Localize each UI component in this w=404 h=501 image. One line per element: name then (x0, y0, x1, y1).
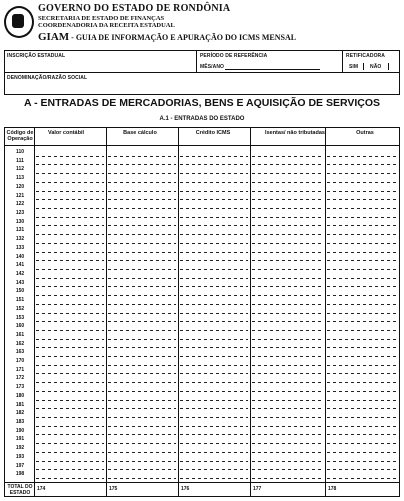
row-input-line[interactable] (252, 156, 323, 157)
row-input-line[interactable] (36, 225, 104, 226)
col-divider (106, 127, 107, 497)
row-code-label: 153 (15, 314, 25, 321)
row-input-line[interactable] (180, 417, 248, 418)
row-input-line[interactable] (108, 182, 176, 183)
state-name: GOVERNO DO ESTADO DE RONDÔNIA (38, 3, 231, 14)
section-subtitle: A.1 - ENTRADAS DO ESTADO (159, 116, 245, 122)
row-input-line[interactable] (252, 295, 323, 296)
row-input-line[interactable] (36, 199, 104, 200)
row-input-line[interactable] (108, 278, 176, 279)
row-input-line[interactable] (180, 321, 248, 322)
row-input-line[interactable] (252, 408, 323, 409)
row-code-label: 113 (15, 175, 25, 182)
row-input-line[interactable] (36, 191, 104, 192)
row-input-line[interactable] (36, 173, 104, 174)
row-code-label: 198 (15, 471, 25, 478)
row-input-line[interactable] (252, 199, 323, 200)
row-input-line[interactable] (108, 225, 176, 226)
row-input-line[interactable] (327, 339, 398, 340)
row-input-line[interactable] (180, 313, 248, 314)
row-input-line[interactable] (327, 313, 398, 314)
row-input-line[interactable] (327, 278, 398, 279)
row-input-line[interactable] (252, 225, 323, 226)
row-code-label: 181 (15, 401, 25, 408)
secretaria-name: SECRETARIA DE ESTADO DE FINANÇAS (38, 15, 165, 22)
row-input-line[interactable] (108, 373, 176, 374)
row-input-line[interactable] (180, 225, 248, 226)
row-input-line[interactable] (36, 243, 104, 244)
row-code-label: 110 (15, 149, 25, 155)
row-input-line[interactable] (327, 304, 398, 305)
row-input-line[interactable] (180, 164, 248, 165)
row-input-line[interactable] (327, 243, 398, 244)
row-input-line[interactable] (180, 443, 248, 444)
row-input-line[interactable] (327, 182, 398, 183)
row-input-line[interactable] (252, 443, 323, 444)
nao-box (388, 63, 389, 70)
row-input-line[interactable] (180, 208, 248, 209)
periodo-field[interactable] (197, 51, 343, 72)
row-input-line[interactable] (108, 164, 176, 165)
row-input-line[interactable] (36, 208, 104, 209)
row-input-line[interactable] (108, 408, 176, 409)
row-input-line[interactable] (180, 461, 248, 462)
row-input-line[interactable] (108, 269, 176, 270)
row-input-line[interactable] (36, 443, 104, 444)
row-input-line[interactable] (36, 356, 104, 357)
row-input-line[interactable] (36, 278, 104, 279)
row-input-line[interactable] (108, 217, 176, 218)
total-label-line1: TOTAL DO (7, 484, 33, 490)
row-input-line[interactable] (36, 260, 104, 261)
row-input-line[interactable] (36, 330, 104, 331)
row-input-line[interactable] (252, 260, 323, 261)
row-input-line[interactable] (36, 286, 104, 287)
row-input-line[interactable] (36, 426, 104, 427)
row-input-line[interactable] (180, 199, 248, 200)
row-input-line[interactable] (36, 217, 104, 218)
row-input-line[interactable] (108, 469, 176, 470)
row-input-line[interactable] (108, 478, 176, 479)
row-code-label: 151 (15, 297, 25, 304)
row-input-line[interactable] (252, 347, 323, 348)
row-input-line[interactable] (327, 191, 398, 192)
row-code-label: 130 (15, 218, 25, 225)
row-input-line[interactable] (108, 356, 176, 357)
row-input-line[interactable] (108, 313, 176, 314)
nao-option[interactable]: NÃO (370, 64, 382, 70)
row-input-line[interactable] (252, 313, 323, 314)
row-input-line[interactable] (36, 373, 104, 374)
row-input-line[interactable] (36, 391, 104, 392)
row-input-line[interactable] (36, 400, 104, 401)
row-input-line[interactable] (36, 434, 104, 435)
row-input-line[interactable] (180, 191, 248, 192)
row-input-line[interactable] (108, 304, 176, 305)
row-input-line[interactable] (252, 252, 323, 253)
coordenadoria-name: COORDENADORIA DA RECEITA ESTADUAL (38, 22, 175, 29)
row-code-label: 161 (15, 331, 25, 338)
row-code-label: 152 (15, 305, 25, 312)
row-input-line[interactable] (180, 408, 248, 409)
row-input-line[interactable] (252, 321, 323, 322)
row-code-label: 122 (15, 201, 25, 208)
row-input-line[interactable] (327, 461, 398, 462)
row-input-line[interactable] (180, 269, 248, 270)
form-code: GIAM (38, 31, 70, 43)
row-input-line[interactable] (327, 373, 398, 374)
row-code-label: 131 (15, 227, 25, 234)
row-code-label: 112 (15, 166, 25, 173)
row-input-line[interactable] (252, 452, 323, 453)
row-input-line[interactable] (108, 199, 176, 200)
row-input-line[interactable] (327, 199, 398, 200)
row-input-line[interactable] (180, 173, 248, 174)
row-input-line[interactable] (36, 252, 104, 253)
row-input-line[interactable] (327, 382, 398, 383)
row-input-line[interactable] (252, 356, 323, 357)
row-input-line[interactable] (36, 182, 104, 183)
total-label-line2: ESTADO (9, 490, 31, 496)
row-input-line[interactable] (327, 164, 398, 165)
row-input-line[interactable] (252, 382, 323, 383)
row-input-line[interactable] (252, 164, 323, 165)
row-input-line[interactable] (180, 426, 248, 427)
row-input-line[interactable] (327, 208, 398, 209)
row-input-line[interactable] (108, 208, 176, 209)
row-input-line[interactable] (108, 295, 176, 296)
total-isentas[interactable]: 177 (253, 486, 262, 492)
row-input-line[interactable] (36, 164, 104, 165)
row-input-line[interactable] (180, 365, 248, 366)
row-input-line[interactable] (108, 243, 176, 244)
row-input-line[interactable] (36, 452, 104, 453)
col-divider (34, 127, 35, 497)
row-input-line[interactable] (180, 243, 248, 244)
row-input-line[interactable] (108, 330, 176, 331)
row-input-line[interactable] (252, 426, 323, 427)
section-title: A - ENTRADAS DE MERCADORIAS, BENS E AQUISIÇÃO DE SERVIÇOS (23, 97, 381, 109)
row-input-line[interactable] (252, 330, 323, 331)
row-input-line[interactable] (108, 173, 176, 174)
row-code-label: 111 (16, 157, 24, 164)
row-input-line[interactable] (36, 469, 104, 470)
row-input-line[interactable] (252, 217, 323, 218)
row-input-line[interactable] (252, 478, 323, 479)
row-input-line[interactable] (180, 356, 248, 357)
row-input-line[interactable] (252, 243, 323, 244)
row-input-line[interactable] (252, 182, 323, 183)
row-input-line[interactable] (108, 443, 176, 444)
row-input-line[interactable] (36, 347, 104, 348)
row-input-line[interactable] (327, 173, 398, 174)
row-input-line[interactable] (108, 286, 176, 287)
row-code-label: 190 (15, 427, 25, 434)
form-title (38, 31, 296, 43)
row-input-line[interactable] (36, 408, 104, 409)
mes-ano-label: MÊS/ANO (200, 64, 225, 70)
row-input-line[interactable] (180, 434, 248, 435)
row-input-line[interactable] (327, 295, 398, 296)
row-input-line[interactable] (108, 400, 176, 401)
row-input-line[interactable] (180, 278, 248, 279)
row-input-line[interactable] (36, 382, 104, 383)
row-input-line[interactable] (327, 347, 398, 348)
total-base-calculo[interactable]: 175 (109, 486, 118, 492)
col-divider (178, 127, 179, 497)
row-code-label: 132 (15, 236, 25, 243)
row-input-line[interactable] (252, 434, 323, 435)
row-input-line[interactable] (252, 365, 323, 366)
row-input-line[interactable] (327, 365, 398, 366)
row-input-line[interactable] (180, 478, 248, 479)
row-input-line[interactable] (180, 286, 248, 287)
row-code-label: 163 (15, 349, 25, 356)
denominacao-row[interactable] (4, 73, 400, 95)
col-header-credito-icms: Crédito ICMS (195, 130, 231, 136)
row-code-label: 197 (15, 462, 25, 469)
row-input-line[interactable] (327, 452, 398, 453)
row-input-line[interactable] (327, 252, 398, 253)
row-input-line[interactable] (180, 347, 248, 348)
row-input-line[interactable] (252, 278, 323, 279)
row-input-line[interactable] (180, 339, 248, 340)
col-header-base-calculo: Base cálculo (123, 130, 157, 136)
row-code-label: 133 (15, 244, 25, 251)
row-input-line[interactable] (108, 417, 176, 418)
row-input-line[interactable] (36, 339, 104, 340)
row-input-line[interactable] (180, 217, 248, 218)
row-input-line[interactable] (327, 234, 398, 235)
row-input-line[interactable] (252, 373, 323, 374)
denominacao-label: DENOMINAÇÃO/RAZÃO SOCIAL (7, 75, 88, 81)
row-input-line[interactable] (252, 391, 323, 392)
row-code-label: 121 (15, 192, 25, 199)
row-code-label: 180 (15, 392, 25, 399)
row-input-line[interactable] (180, 469, 248, 470)
retificadora-field (343, 51, 399, 72)
row-code-label: 143 (15, 279, 25, 286)
row-input-line[interactable] (180, 452, 248, 453)
sim-box (363, 63, 364, 70)
row-input-line[interactable] (327, 478, 398, 479)
row-input-line[interactable] (252, 269, 323, 270)
row-input-line[interactable] (108, 426, 176, 427)
row-input-line[interactable] (36, 478, 104, 479)
row-input-line[interactable] (36, 304, 104, 305)
row-input-line[interactable] (252, 286, 323, 287)
row-input-line[interactable] (180, 373, 248, 374)
retificadora-label: RETIFICADORA (346, 53, 385, 59)
row-input-line[interactable] (252, 469, 323, 470)
row-input-line[interactable] (327, 426, 398, 427)
row-input-line[interactable] (36, 365, 104, 366)
row-input-line[interactable] (108, 391, 176, 392)
col-header-outras: Outras (356, 130, 374, 136)
row-input-line[interactable] (327, 260, 398, 261)
row-code-label: 172 (15, 375, 25, 382)
row-input-line[interactable] (327, 391, 398, 392)
row-input-line[interactable] (180, 182, 248, 183)
row-input-line[interactable] (108, 365, 176, 366)
row-code-label: 183 (15, 419, 25, 426)
row-code-label: 182 (15, 410, 25, 417)
row-code-label: 192 (15, 445, 25, 452)
row-input-line[interactable] (327, 417, 398, 418)
row-input-line[interactable] (36, 234, 104, 235)
header-text (38, 3, 296, 43)
row-input-line[interactable] (252, 208, 323, 209)
row-input-line[interactable] (252, 339, 323, 340)
col-divider (325, 127, 326, 497)
row-input-line[interactable] (36, 461, 104, 462)
row-input-line[interactable] (108, 321, 176, 322)
row-input-line[interactable] (327, 356, 398, 357)
row-input-line[interactable] (180, 252, 248, 253)
row-input-line[interactable] (36, 313, 104, 314)
col-header-codigo: Código de Operação (6, 130, 34, 142)
row-code-label: 171 (15, 366, 25, 373)
row-input-line[interactable] (252, 304, 323, 305)
row-input-line[interactable] (108, 434, 176, 435)
row-input-line[interactable] (108, 347, 176, 348)
identification-row (4, 50, 400, 73)
row-input-line[interactable] (327, 434, 398, 435)
row-input-line[interactable] (108, 191, 176, 192)
row-code-label: 140 (15, 253, 25, 260)
row-input-line[interactable] (108, 234, 176, 235)
row-code-label: 193 (15, 453, 25, 460)
header-divider (4, 145, 400, 146)
total-credito-icms[interactable]: 176 (181, 486, 190, 492)
row-input-line[interactable] (180, 260, 248, 261)
row-code-label: 141 (15, 262, 25, 269)
row-input-line[interactable] (36, 295, 104, 296)
row-input-line[interactable] (180, 304, 248, 305)
row-input-line[interactable] (36, 156, 104, 157)
row-input-line[interactable] (108, 156, 176, 157)
row-input-line[interactable] (108, 452, 176, 453)
row-input-line[interactable] (252, 417, 323, 418)
row-input-line[interactable] (327, 443, 398, 444)
row-input-line[interactable] (327, 286, 398, 287)
row-code-label: 123 (15, 209, 25, 216)
total-divider (4, 482, 400, 483)
total-valor-contabil[interactable]: 174 (37, 486, 46, 492)
row-input-line[interactable] (252, 400, 323, 401)
row-input-line[interactable] (36, 417, 104, 418)
row-code-label: 142 (15, 270, 25, 277)
row-input-line[interactable] (327, 156, 398, 157)
row-input-line[interactable] (252, 461, 323, 462)
periodo-label: PERÍODO DE REFERÊNCIA (200, 53, 268, 59)
row-input-line[interactable] (180, 400, 248, 401)
total-outras[interactable]: 178 (328, 486, 337, 492)
row-input-line[interactable] (327, 400, 398, 401)
row-input-line[interactable] (252, 191, 323, 192)
total-label (6, 484, 34, 496)
row-input-line[interactable] (327, 469, 398, 470)
row-input-line[interactable] (180, 382, 248, 383)
row-input-line[interactable] (108, 461, 176, 462)
row-input-line[interactable] (36, 269, 104, 270)
row-code-label: 160 (15, 323, 25, 330)
row-input-line[interactable] (108, 339, 176, 340)
row-code-label: 173 (15, 384, 25, 391)
row-input-line[interactable] (108, 382, 176, 383)
row-input-line[interactable] (327, 269, 398, 270)
row-code-label: 191 (15, 436, 25, 443)
inscricao-field[interactable] (5, 51, 197, 72)
row-input-line[interactable] (108, 252, 176, 253)
col-header-isentas: Isentas/ não tributadas (265, 130, 325, 136)
row-code-label: 170 (15, 358, 25, 365)
row-input-line[interactable] (180, 156, 248, 157)
form-header (0, 0, 404, 50)
row-input-line[interactable] (180, 330, 248, 331)
inscricao-label: INSCRIÇÃO ESTADUAL (7, 53, 66, 59)
row-input-line[interactable] (252, 173, 323, 174)
row-input-line[interactable] (36, 321, 104, 322)
mes-ano-underline (225, 69, 320, 70)
row-input-line[interactable] (327, 321, 398, 322)
col-divider (250, 127, 251, 497)
row-code-label: 162 (15, 340, 25, 347)
row-input-line[interactable] (327, 408, 398, 409)
sim-option[interactable]: SIM (349, 64, 359, 70)
row-input-line[interactable] (180, 234, 248, 235)
row-code-label: 150 (15, 288, 25, 295)
state-seal-icon (4, 6, 34, 38)
row-input-line[interactable] (180, 391, 248, 392)
col-header-valor-contabil: Valor contábil (47, 130, 85, 136)
row-input-line[interactable] (327, 217, 398, 218)
row-input-line[interactable] (252, 234, 323, 235)
row-input-line[interactable] (108, 260, 176, 261)
form-title-text: - GUIA DE INFORMAÇÃO E APURAÇÃO DO ICMS MENSAL (69, 33, 297, 42)
row-input-line[interactable] (327, 225, 398, 226)
row-input-line[interactable] (180, 295, 248, 296)
row-input-line[interactable] (327, 330, 398, 331)
row-code-label: 120 (15, 183, 25, 190)
